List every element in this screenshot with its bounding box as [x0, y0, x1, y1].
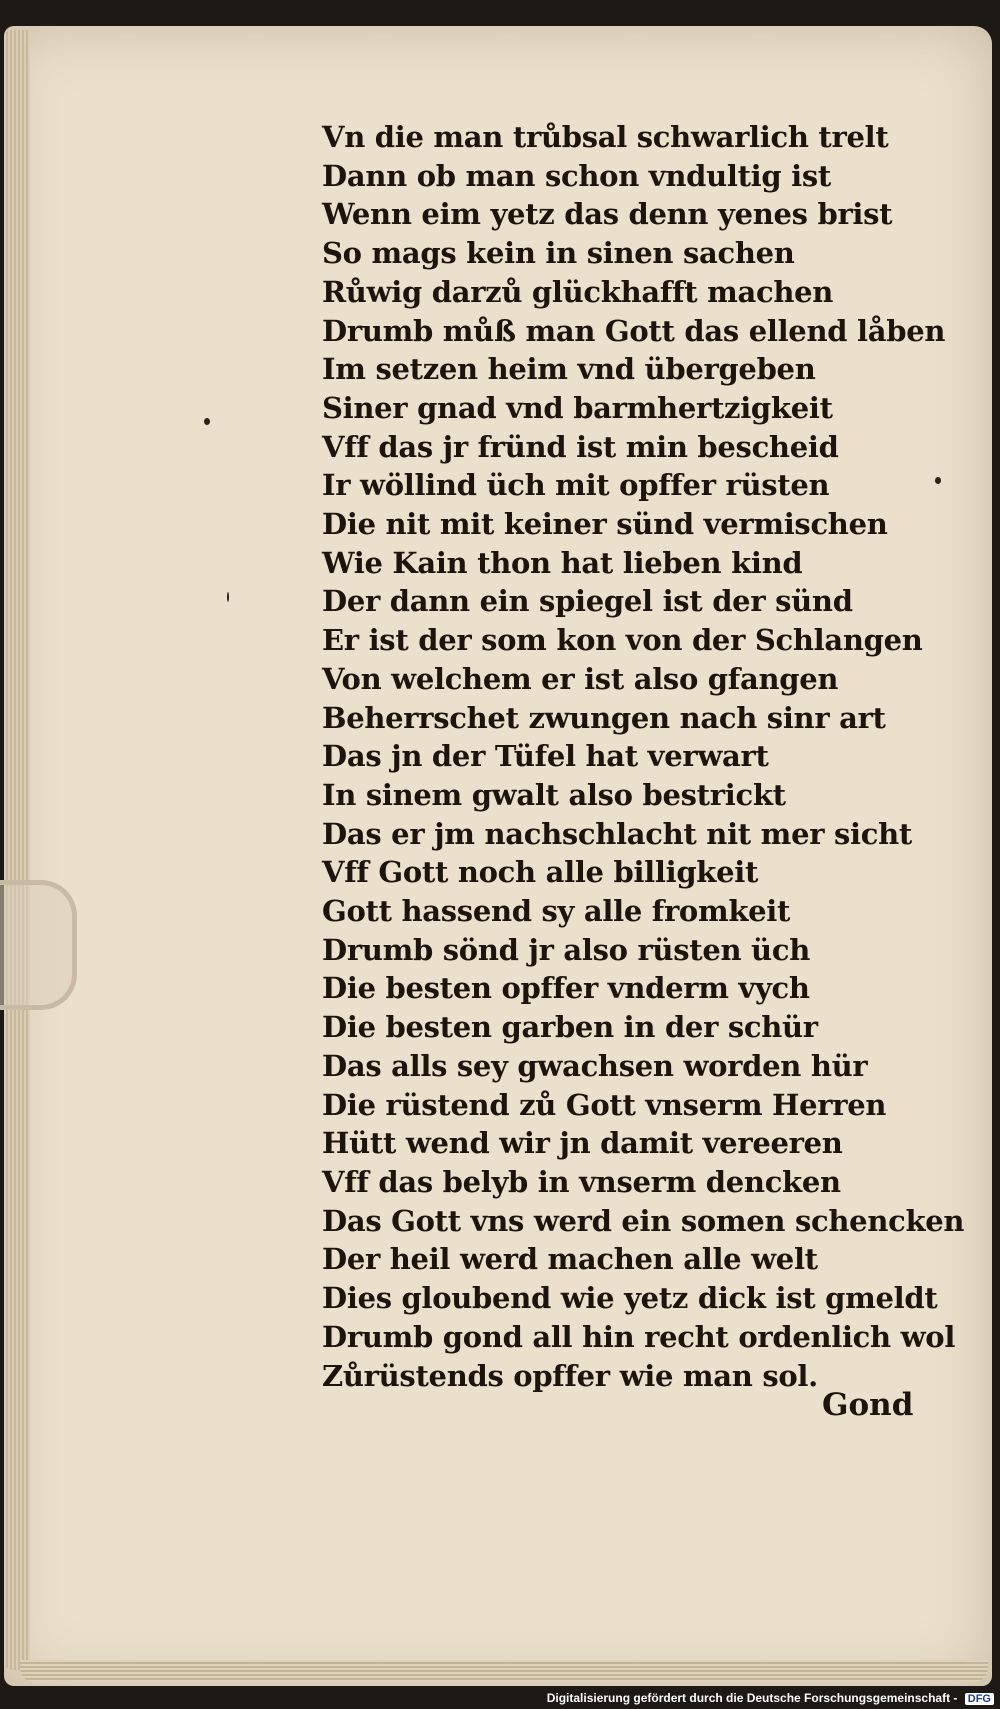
verse-line: Die nit mit keiner sünd vermischen — [322, 507, 888, 542]
verse-line: Beherrschet zwungen nach sinr art — [322, 700, 886, 735]
dfg-logo: DFG — [965, 1693, 994, 1705]
verse-line: Der dann ein spiegel ist der sünd — [322, 584, 853, 619]
ink-speck — [227, 592, 229, 602]
verse-line: Er ist der som kon von der Schlangen — [322, 623, 923, 658]
verse-line: Im setzen heim vnd übergeben — [322, 352, 816, 387]
verse-line: Vff Gott noch alle billigkeit — [322, 855, 759, 890]
verse-line: Vn die man trůbsal schwarlich trelt — [322, 120, 889, 154]
verse-line: Das jn der Tüfel hat verwart — [322, 739, 769, 774]
verse-line: Vff das belyb in vnserm dencken — [322, 1164, 841, 1199]
verse-line: Das alls sey gwachsen worden hür — [322, 1048, 868, 1083]
verse-line: Der heil werd machen alle welt — [322, 1242, 818, 1277]
verse-line: Dies gloubend wie yetz dick ist gmeldt — [322, 1281, 938, 1316]
book-clasp — [0, 880, 77, 1010]
verse-line: Die besten opffer vnderm vych — [322, 971, 810, 1006]
page-edges-bottom — [20, 1660, 988, 1682]
verse-line: Ir wöllind üch mit opffer rüsten — [322, 468, 830, 503]
digitization-credit — [547, 1691, 994, 1705]
verse-line: Die rüstend zů Gott vnserm Herren — [322, 1087, 887, 1122]
verse-text — [322, 118, 965, 1395]
verse-line: Das er jm nachschlacht nit mer sicht — [322, 816, 912, 851]
verse-line: In sinem gwalt also bestrickt — [322, 777, 786, 812]
verse-line: Drumb můß man Gott das ellend låben — [322, 313, 946, 348]
verse-line: Die besten garben in der schür — [322, 1010, 818, 1045]
ink-speck — [935, 477, 941, 484]
verse-line: Zůrüstends opffer wie man sol. — [322, 1358, 818, 1393]
verse-line: Dann ob man schon vndultig ist — [322, 158, 832, 193]
credit-text: Digitalisierung gefördert durch die Deutsche Forschungsgemeinschaft - — [546, 1691, 958, 1705]
verse-line: Gott hassend sy alle fromkeit — [322, 894, 791, 929]
verse-line: Von welchem er ist also gfangen — [322, 661, 839, 696]
verse-line: Siner gnad vnd barmhertzigkeit — [322, 390, 833, 425]
verse-line: Wie Kain thon hat lieben kind — [322, 545, 803, 580]
ink-speck — [204, 418, 210, 425]
verse-line: Růwig darzů glückhafft machen — [322, 274, 834, 309]
verse-line: Vff das jr fründ ist min bescheid — [322, 429, 839, 464]
verse-line: Das Gott vns werd ein somen schencken — [322, 1203, 965, 1238]
verse-line: Drumb gond all hin recht ordenlich wol — [322, 1319, 956, 1354]
verse-line: Wenn eim yetz das denn yenes brist — [322, 197, 893, 232]
verse-line: Hütt wend wir jn damit vereeren — [322, 1126, 843, 1161]
page-edges-left — [4, 30, 30, 1670]
verse-line: So mags kein in sinen sachen — [322, 236, 795, 271]
catchword: Gond — [822, 1387, 914, 1423]
verse-line: Drumb sönd jr also rüsten üch — [322, 932, 810, 967]
